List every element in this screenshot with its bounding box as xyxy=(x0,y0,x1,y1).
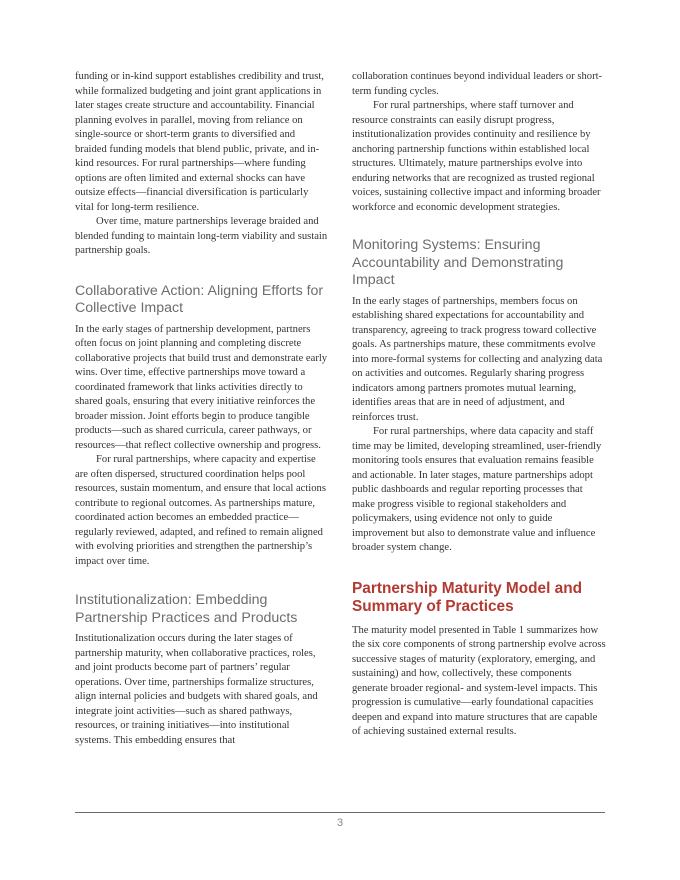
section-heading-institutionalization: Institutionalization: Embedding Partnership Practices and Products xyxy=(75,592,298,626)
section-heading-monitoring-systems: Monitoring Systems: Ensuring Accountability and Demonstrating Impact xyxy=(352,237,564,288)
body-paragraph: funding or in-kind support establishes credibility and trust, while formalized budgeting and joint grant applications in later stages create structure and accountability. Financial planning evolves in parallel, moving from reliance on single-source or short-term grants to diversified and braided funding models that blend public, private, and in-kind resources. For rural partnerships—where funding options are often limited and external shocks can have outsize effects—financial diversification is particularly vital for long-term resilience. xyxy=(75,71,324,213)
body-paragraph: Over time, mature partnerships leverage braided and blended funding to maintain long-term viability and sustain partnership goals. xyxy=(75,216,328,256)
body-paragraph: For rural partnerships, where data capacity and staff time may be limited, developing streamlined, user-friendly monitoring tools ensures that evaluation remains feasible and actionable. In later stages, mature partnerships adopt public dashboards and regular reporting processes that make progress visible to regional stakeholders and policymakers, using evidence not only to guide improvement but also to demonstrate value and influence broader system change. xyxy=(352,426,602,553)
left-column xyxy=(75,70,328,748)
body-paragraph: The maturity model presented in Table 1 summarizes how the six core components of strong partnership evolve across successive stages of maturity (exploratory, emerging, and sustaining) and how, collectively, these components generate broader regional- and system-level impacts. This progression is cumulative—early foundational capacities deepen and expand into mature structures that are capable of achieving sustained external results. xyxy=(352,624,606,737)
footer-divider xyxy=(75,812,605,813)
body-paragraph: For rural partnerships, where capacity and expertise are often dispersed, structured coordination helps pool resources, sustain momentum, and ensure that local actions contribute to regional outcomes. As partnerships mature, coordinated action becomes an embedded practice—regularly reviewed, adapted, and refined to remain aligned with evolving priorities and strengthen the partnership’s impact over time. xyxy=(75,454,326,567)
section-heading-maturity-model: Partnership Maturity Model and Summary of Practices xyxy=(352,579,583,615)
section-heading-collaborative-action: Collaborative Action: Aligning Efforts for Collective Impact xyxy=(75,282,324,316)
right-column xyxy=(352,70,606,740)
body-paragraph: In the early stages of partnership development, partners often focus on joint planning and completing discrete collaborative projects that build trust and demonstrate early wins. Over time, effective partnerships move toward a coordinated framework that links activities directly to shared goals, ensuring that every initiative reinforces the broader mission. Joint efforts begin to produce tangible products—such as shared curricula, career pathways, or resources—that reflect collective ownership and progress. xyxy=(75,323,328,451)
body-paragraph: Institutionalization occurs during the later stages of partnership maturity, when collaborative practices, roles, and joint products become part of partners’ regular operations. Over time, partnerships formalize structures, align internal policies and budgets with shared goals, and integrate joint activities—such as shared pathways, resources, or training initiatives—into institutional systems. This embedding ensures that xyxy=(75,633,318,746)
body-paragraph: For rural partnerships, where staff turnover and resource constraints can easily disrupt progress, institutionalization provides continuity and resilience by anchoring partnership functions within established local structures. Ultimately, mature partnerships evolve into enduring networks that are recognized as trusted regional voices, sustaining collective impact and informing broader workforce and economic development strategies. xyxy=(352,100,601,213)
body-paragraph: In the early stages of partnerships, members focus on establishing shared expectations for accountability and transparency, agreeing to track progress toward collective goals. As partnerships mature, these commitments evolve into more-formal systems for collecting and analyzing data on activities and outcomes. Regularly sharing progress indicators among partners promotes mutual learning, identifies areas that are in need of adjustment, and reinforces trust. xyxy=(352,295,603,423)
page-number: 3 xyxy=(336,817,344,829)
body-paragraph: collaboration continues beyond individual leaders or short-term funding cycles. xyxy=(352,71,603,97)
